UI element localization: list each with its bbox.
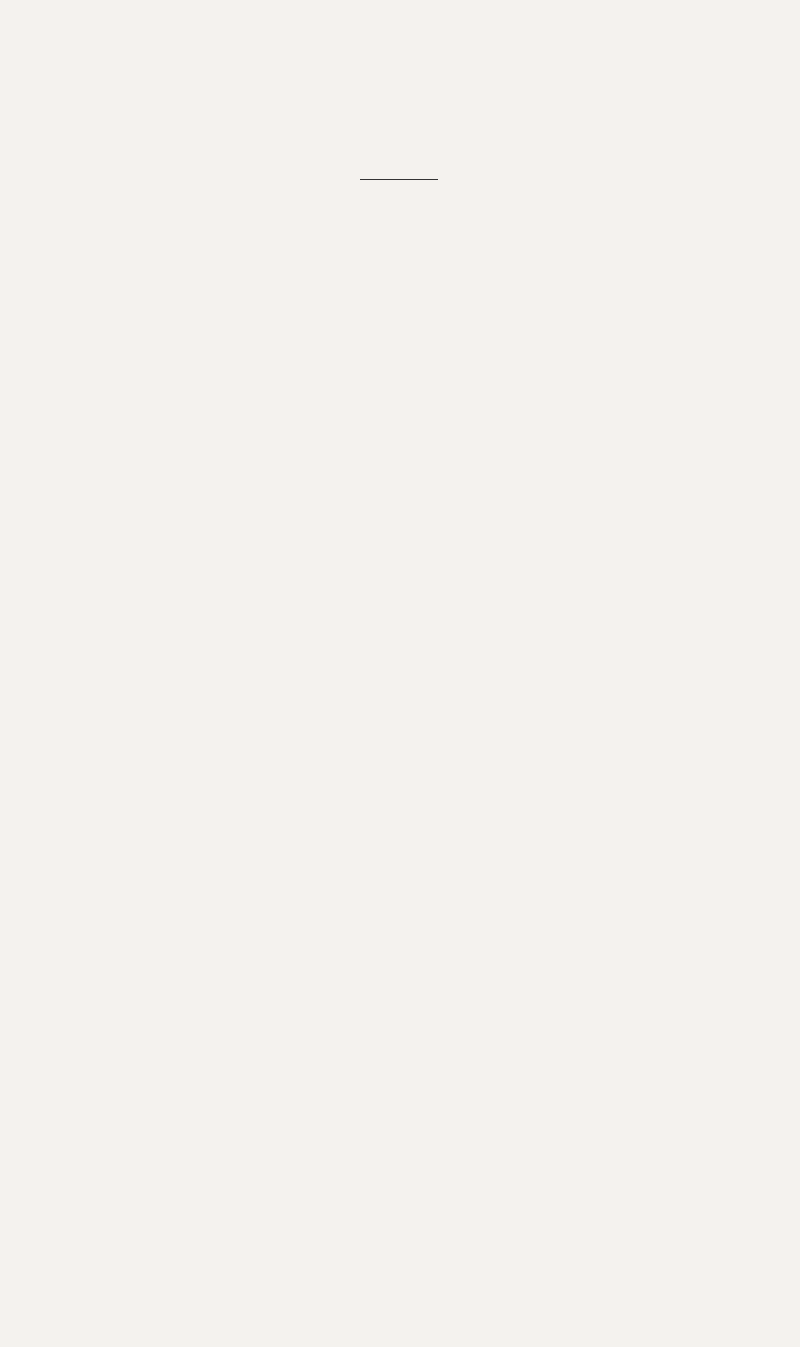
table-of-contents <box>0 232 800 246</box>
title-rule <box>360 179 438 180</box>
